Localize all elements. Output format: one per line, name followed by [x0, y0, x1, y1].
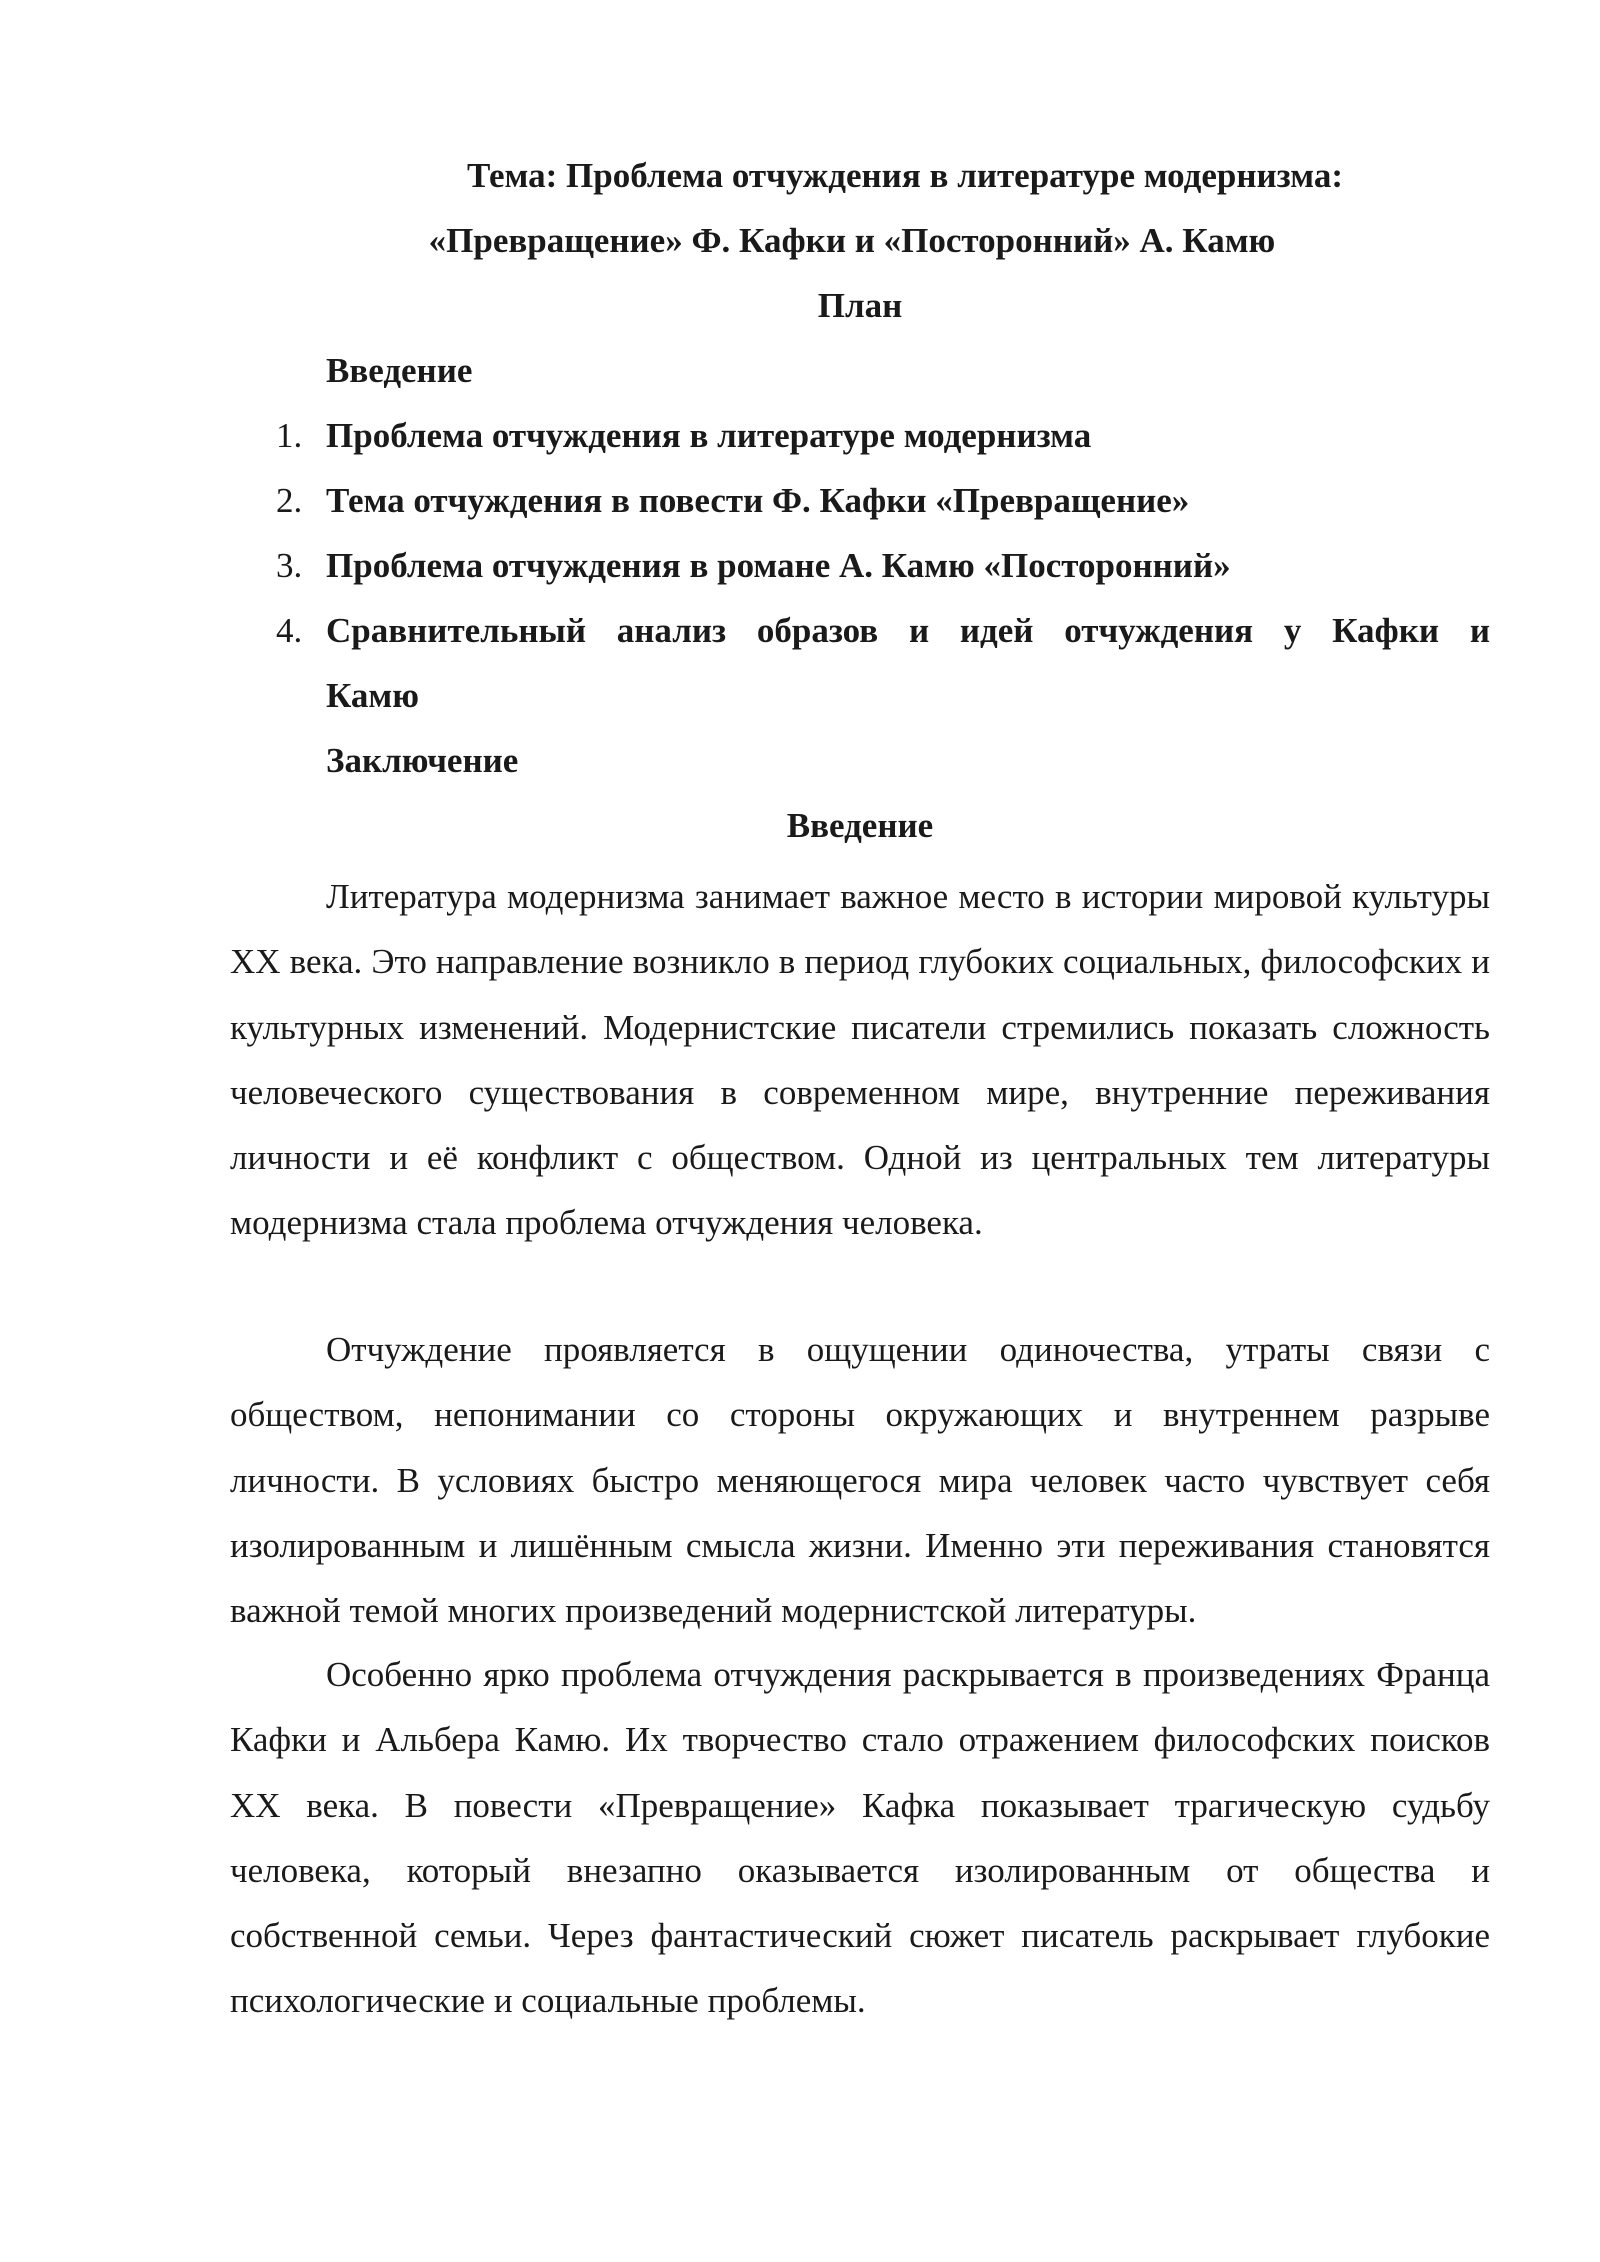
intro-heading: Введение — [786, 806, 934, 845]
plan-item: Тема отчуждения в повести Ф. Кафки «Превращение» — [326, 481, 1190, 520]
plan-item: Проблема отчуждения в литературе модернизма — [326, 416, 1092, 455]
plan-item-number: 2. — [276, 481, 303, 520]
paragraph-text: Особенно ярко проблема отчуждения раскрывается в произведениях Франца Кафки и Альбера Камю. Их творчество стало отражением философских поисков XX века. В повести «Превращение» Кафка показывает трагическую судьбу человека, который внезапно оказывается изолированным от общества и собственной семьи. Через фантастический сюжет писатель раскрывает глубокие психологические и социальные проблемы. — [230, 1655, 1490, 2021]
plan-conclusion: Заключение — [326, 741, 519, 780]
document-title-line-2: «Превращение» Ф. Кафки и «Посторонний» А. Камю — [428, 221, 1276, 260]
plan-item-number: 4. — [276, 611, 303, 650]
paragraph-text: Литература модернизма занимает важное место в истории мировой культуры XX века. Это направление возникло в период глубоких социальных, философских и культурных изменений. Модернистские писатели стремились показать сложность человеческого существования в современном мире, внутренние переживания личности и её конфликт с обществом. Одной из центральных тем литературы модернизма стала проблема отчуждения человека. — [230, 877, 1490, 1243]
document-title-line-1: Тема: Проблема отчуждения в литературе модернизма: — [467, 156, 1343, 195]
paragraph — [230, 1642, 1490, 2034]
plan-item: Проблема отчуждения в романе А. Камю «Посторонний» — [326, 546, 1231, 585]
paragraph — [230, 1317, 1490, 1643]
plan-item-continuation: Камю — [326, 676, 420, 715]
plan-item-number: 3. — [276, 546, 303, 585]
plan-intro: Введение — [326, 351, 473, 390]
plan-item-number: 1. — [276, 416, 303, 455]
paragraph — [230, 864, 1490, 1256]
plan-item: Сравнительный анализ образов и идей отчуждения у Кафки и — [326, 611, 1490, 650]
plan-heading: План — [817, 286, 903, 325]
document-page — [230, 0, 1490, 2262]
paragraph-text: Отчуждение проявляется в ощущении одиночества, утраты связи с обществом, непонимании со стороны окружающих и внутреннем разрыве личности. В условиях быстро меняющегося мира человек часто чувствует себя изолированным и лишённым смысла жизни. Именно эти переживания становятся важной темой многих произведений модернистской литературы. — [230, 1330, 1490, 1631]
